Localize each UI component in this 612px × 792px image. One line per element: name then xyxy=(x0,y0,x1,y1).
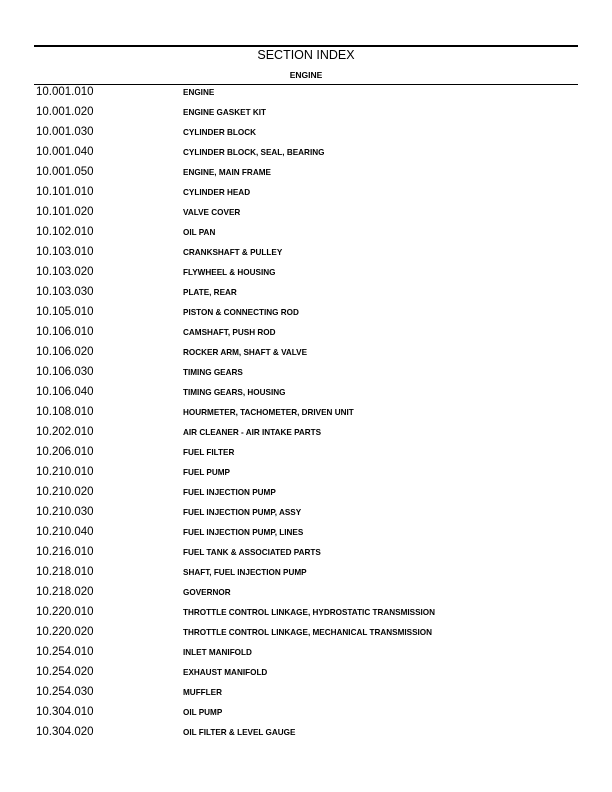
index-code: 10.101.010 xyxy=(36,186,94,198)
index-code: 10.106.020 xyxy=(36,346,94,358)
top-rule xyxy=(34,45,578,47)
index-code: 10.106.040 xyxy=(36,386,94,398)
index-description: ENGINE, MAIN FRAME xyxy=(183,167,271,177)
index-description: FUEL PUMP xyxy=(183,467,231,477)
index-description: FUEL INJECTION PUMP xyxy=(183,487,276,497)
index-row xyxy=(0,483,612,503)
page-title: SECTION INDEX xyxy=(257,48,355,62)
index-code: 10.210.030 xyxy=(36,506,94,518)
index-row xyxy=(0,183,612,203)
index-code: 10.216.010 xyxy=(36,546,94,558)
index-row xyxy=(0,583,612,603)
index-row xyxy=(0,243,612,263)
index-description: FUEL TANK & ASSOCIATED PARTS xyxy=(183,547,321,557)
section-index-list xyxy=(0,83,612,743)
index-row xyxy=(0,543,612,563)
index-description: OIL FILTER & LEVEL GAUGE xyxy=(183,727,296,737)
index-code: 10.206.010 xyxy=(36,446,94,458)
index-description: OIL PUMP xyxy=(183,707,223,717)
index-row xyxy=(0,403,612,423)
index-description: VALVE COVER xyxy=(183,207,241,217)
index-description: INLET MANIFOLD xyxy=(183,647,252,657)
index-code: 10.103.030 xyxy=(36,286,94,298)
index-code: 10.001.030 xyxy=(36,126,94,138)
index-code: 10.304.010 xyxy=(36,706,94,718)
index-row xyxy=(0,83,612,103)
index-description: ROCKER ARM, SHAFT & VALVE xyxy=(183,347,308,357)
index-description: CAMSHAFT, PUSH ROD xyxy=(183,327,276,337)
index-description: EXHAUST MANIFOLD xyxy=(183,667,268,677)
index-row xyxy=(0,563,612,583)
index-description: TIMING GEARS xyxy=(183,367,243,377)
index-code: 10.001.020 xyxy=(36,106,94,118)
index-row xyxy=(0,623,612,643)
index-code: 10.254.010 xyxy=(36,646,94,658)
index-description: ENGINE xyxy=(183,87,215,97)
index-code: 10.101.020 xyxy=(36,206,94,218)
index-row xyxy=(0,683,612,703)
index-row xyxy=(0,723,612,743)
index-code: 10.103.020 xyxy=(36,266,94,278)
index-row xyxy=(0,103,612,123)
index-row xyxy=(0,263,612,283)
index-description: HOURMETER, TACHOMETER, DRIVEN UNIT xyxy=(183,407,354,417)
index-row xyxy=(0,443,612,463)
index-row xyxy=(0,203,612,223)
index-description: GOVERNOR xyxy=(183,587,231,597)
index-row xyxy=(0,383,612,403)
index-code: 10.001.050 xyxy=(36,166,94,178)
index-code: 10.108.010 xyxy=(36,406,94,418)
index-row xyxy=(0,143,612,163)
index-description: TIMING GEARS, HOUSING xyxy=(183,387,286,397)
index-code: 10.103.010 xyxy=(36,246,94,258)
index-row xyxy=(0,323,612,343)
index-code: 10.210.040 xyxy=(36,526,94,538)
index-code: 10.210.010 xyxy=(36,466,94,478)
index-code: 10.254.020 xyxy=(36,666,94,678)
index-description: THROTTLE CONTROL LINKAGE, MECHANICAL TRANSMISSION xyxy=(183,627,433,637)
index-code: 10.210.020 xyxy=(36,486,94,498)
index-row xyxy=(0,223,612,243)
section-subtitle: ENGINE xyxy=(289,70,323,80)
index-description: FUEL INJECTION PUMP, LINES xyxy=(183,527,304,537)
index-row xyxy=(0,343,612,363)
index-row xyxy=(0,703,612,723)
index-code: 10.106.010 xyxy=(36,326,94,338)
index-row xyxy=(0,363,612,383)
index-description: FLYWHEEL & HOUSING xyxy=(183,267,276,277)
index-code: 10.220.010 xyxy=(36,606,94,618)
index-description: AIR CLEANER - AIR INTAKE PARTS xyxy=(183,427,322,437)
index-code: 10.220.020 xyxy=(36,626,94,638)
index-description: CYLINDER HEAD xyxy=(183,187,251,197)
index-row xyxy=(0,283,612,303)
index-code: 10.102.010 xyxy=(36,226,94,238)
index-description: MUFFLER xyxy=(183,687,222,697)
index-code: 10.105.010 xyxy=(36,306,94,318)
index-row xyxy=(0,643,612,663)
index-code: 10.001.040 xyxy=(36,146,94,158)
index-code: 10.202.010 xyxy=(36,426,94,438)
index-code: 10.106.030 xyxy=(36,366,94,378)
index-description: SHAFT, FUEL INJECTION PUMP xyxy=(183,567,307,577)
index-description: CRANKSHAFT & PULLEY xyxy=(183,247,283,257)
index-description: PISTON & CONNECTING ROD xyxy=(183,307,299,317)
index-description: PLATE, REAR xyxy=(183,287,237,297)
index-description: ENGINE GASKET KIT xyxy=(183,107,266,117)
index-description: OIL PAN xyxy=(183,227,216,237)
index-code: 10.304.020 xyxy=(36,726,94,738)
index-row xyxy=(0,663,612,683)
index-description: CYLINDER BLOCK xyxy=(183,127,256,137)
index-code: 10.218.010 xyxy=(36,566,94,578)
index-row xyxy=(0,503,612,523)
index-row xyxy=(0,303,612,323)
index-row xyxy=(0,603,612,623)
index-description: FUEL INJECTION PUMP, ASSY xyxy=(183,507,302,517)
index-row xyxy=(0,463,612,483)
index-description: THROTTLE CONTROL LINKAGE, HYDROSTATIC TRANSMISSION xyxy=(183,607,436,617)
index-description: FUEL FILTER xyxy=(183,447,235,457)
index-code: 10.001.010 xyxy=(36,86,94,98)
index-code: 10.254.030 xyxy=(36,686,94,698)
index-row xyxy=(0,423,612,443)
index-code: 10.218.020 xyxy=(36,586,94,598)
index-row xyxy=(0,163,612,183)
index-row xyxy=(0,123,612,143)
index-row xyxy=(0,523,612,543)
index-description: CYLINDER BLOCK, SEAL, BEARING xyxy=(183,147,325,157)
